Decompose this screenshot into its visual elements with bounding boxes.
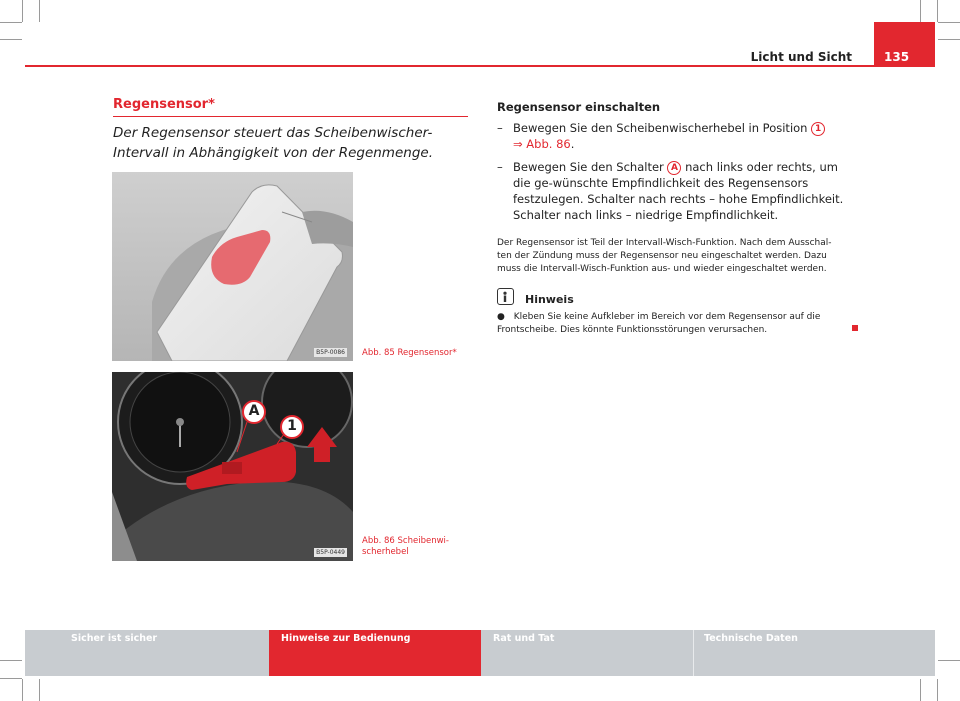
crop-mark <box>22 679 23 701</box>
info-icon <box>498 290 512 304</box>
callout-a: A <box>248 403 260 419</box>
instruction-step <box>497 120 857 152</box>
step-text-b: . <box>570 137 575 151</box>
note-body: Kleben Sie keine Aufkleber im Bereich vor dem Regensensor auf die Frontscheibe. Dies könnte Funktionsstörungen verursachen. <box>497 312 821 335</box>
crop-mark <box>938 39 960 40</box>
note-text <box>497 311 842 337</box>
footer-tab-technische-daten[interactable]: Technische Daten <box>693 630 935 676</box>
crop-mark <box>39 0 40 22</box>
crop-mark <box>0 22 22 23</box>
header-rule <box>25 65 935 67</box>
crop-mark <box>0 39 22 40</box>
crop-mark <box>22 0 23 22</box>
step-dash: – <box>497 121 503 135</box>
footer-tab-sicher[interactable]: Sicher ist sicher <box>71 633 158 644</box>
page-number-box <box>874 22 935 67</box>
step-text-a: Bewegen Sie den Schalter <box>513 160 668 174</box>
step-text-a: Bewegen Sie den Scheibenwischerhebel in Position <box>513 121 812 135</box>
rain-sensor-illustration <box>112 172 353 361</box>
note-icon <box>497 288 514 305</box>
step-dash: – <box>497 160 503 174</box>
section-rule <box>113 116 468 117</box>
crop-mark <box>920 679 921 701</box>
footer-tab-bedienung[interactable]: Hinweise zur Bedienung <box>269 630 481 676</box>
crop-mark <box>920 0 921 22</box>
figure-caption: Abb. 86 Scheibenwi-scherhebel <box>362 536 449 557</box>
note-title: Hinweis <box>525 293 574 306</box>
section-intro: Der Regensensor steuert das Scheibenwischer-Intervall in Abhängigkeit von der Regenmenge. <box>113 125 433 161</box>
crop-mark <box>938 660 960 661</box>
position-marker: 1 <box>811 122 825 136</box>
subsection-heading: Regensensor einschalten <box>497 100 661 114</box>
crop-mark <box>0 678 22 679</box>
note-bullet: ● <box>497 312 505 322</box>
switch-marker: A <box>667 161 681 175</box>
figure-caption: Abb. 85 Regensensor* <box>362 348 457 358</box>
footer-tab-rat-und-tat[interactable]: Rat und Tat <box>493 633 555 644</box>
wiper-lever-illustration <box>112 372 353 561</box>
step-text-b: nach links oder rechts, um die ge-wünschte Empfindlichkeit des Regensensors festzulegen. Schalter nach rechts – hohe Empfindlichkeit. Schalter nach links – niedrige Empfindlichkeit. <box>513 160 844 222</box>
crop-mark <box>937 679 938 701</box>
section-title: Regensensor* <box>113 97 215 112</box>
instruction-step <box>497 159 857 223</box>
figure-reference-link[interactable]: ⇒ Abb. 86 <box>513 137 571 151</box>
body-paragraph: Der Regensensor ist Teil der Intervall-Wisch-Funktion. Nach dem Ausschal-ten der Zündung muss der Regensensor neu eingeschaltet werden. Dazu muss die Intervall-Wisch-Funktion aus- und wieder eingeschaltet werden. <box>497 238 832 274</box>
figure-code: B5P-0086 <box>316 349 345 356</box>
crop-mark <box>937 0 938 22</box>
step-text <box>513 159 857 223</box>
figure-rain-sensor <box>112 172 353 361</box>
figure-wiper-lever <box>112 372 353 561</box>
callout-1: 1 <box>287 418 297 434</box>
section-end-mark <box>852 325 858 331</box>
running-title: Licht und Sicht <box>750 50 852 64</box>
step-text <box>513 120 857 152</box>
crop-mark <box>0 660 22 661</box>
crop-mark <box>938 22 960 23</box>
figure-code: B5P-0449 <box>316 549 345 556</box>
page-number: 135 <box>884 50 910 64</box>
crop-mark <box>39 679 40 701</box>
